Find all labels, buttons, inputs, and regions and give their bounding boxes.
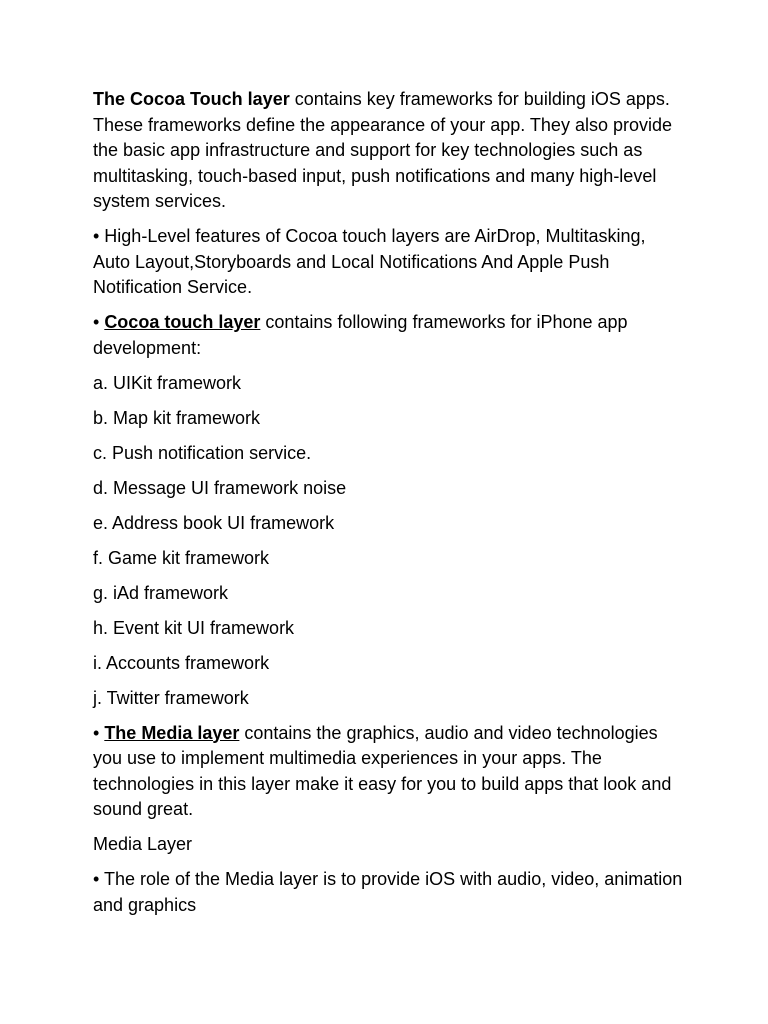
framework-item: e. Address book UI framework: [93, 512, 335, 533]
framework-item: f. Game kit framework: [93, 547, 270, 568]
cocoa-frameworks-lead: Cocoa touch layer: [104, 312, 261, 332]
media-heading: Media Layer: [93, 834, 193, 854]
intro-text: contains key frameworks for building iOS apps. These frameworks define the appearance of your app. They also provide the basic app infrastructure and support for key technologies such as multitasking, touch-based input, push notifications and many high-level system services.: [93, 89, 673, 211]
media-layer-paragraph: [93, 721, 683, 823]
framework-item: a. UIKit framework: [93, 372, 242, 393]
framework-item: h. Event kit UI framework: [93, 617, 295, 638]
bullet: •: [93, 312, 105, 332]
framework-item: i. Accounts framework: [93, 652, 270, 673]
media-layer-lead: The Media layer: [104, 722, 240, 743]
intro-lead: The Cocoa Touch layer: [93, 89, 290, 109]
document-page: [93, 87, 683, 928]
framework-item: j. Twitter framework: [93, 687, 249, 708]
framework-item: c. Push notification service.: [93, 442, 312, 463]
intro-paragraph: [93, 87, 683, 215]
framework-item: g. iAd framework: [93, 582, 229, 603]
media-layer-text: contains the graphics, audio and video technologies you use to implement multimedia experiences in your apps. The technologies in this layer make it easy for you to build apps that look and sound great.: [93, 722, 672, 819]
cocoa-frameworks-text: contains following frameworks for iPhone app development:: [93, 312, 628, 358]
cocoa-frameworks-paragraph: [93, 310, 683, 361]
framework-item: d. Message UI framework noise: [93, 477, 347, 498]
bullet: •: [93, 722, 105, 743]
media-role-paragraph: • The role of the Media layer is to provide iOS with audio, video, animation and graphics: [93, 869, 683, 915]
features-paragraph: • High-Level features of Cocoa touch layers are AirDrop, Multitasking, Auto Layout,Storyboards and Local Notifications And Apple Push Notification Service.: [93, 226, 646, 297]
framework-item: b. Map kit framework: [93, 407, 261, 428]
